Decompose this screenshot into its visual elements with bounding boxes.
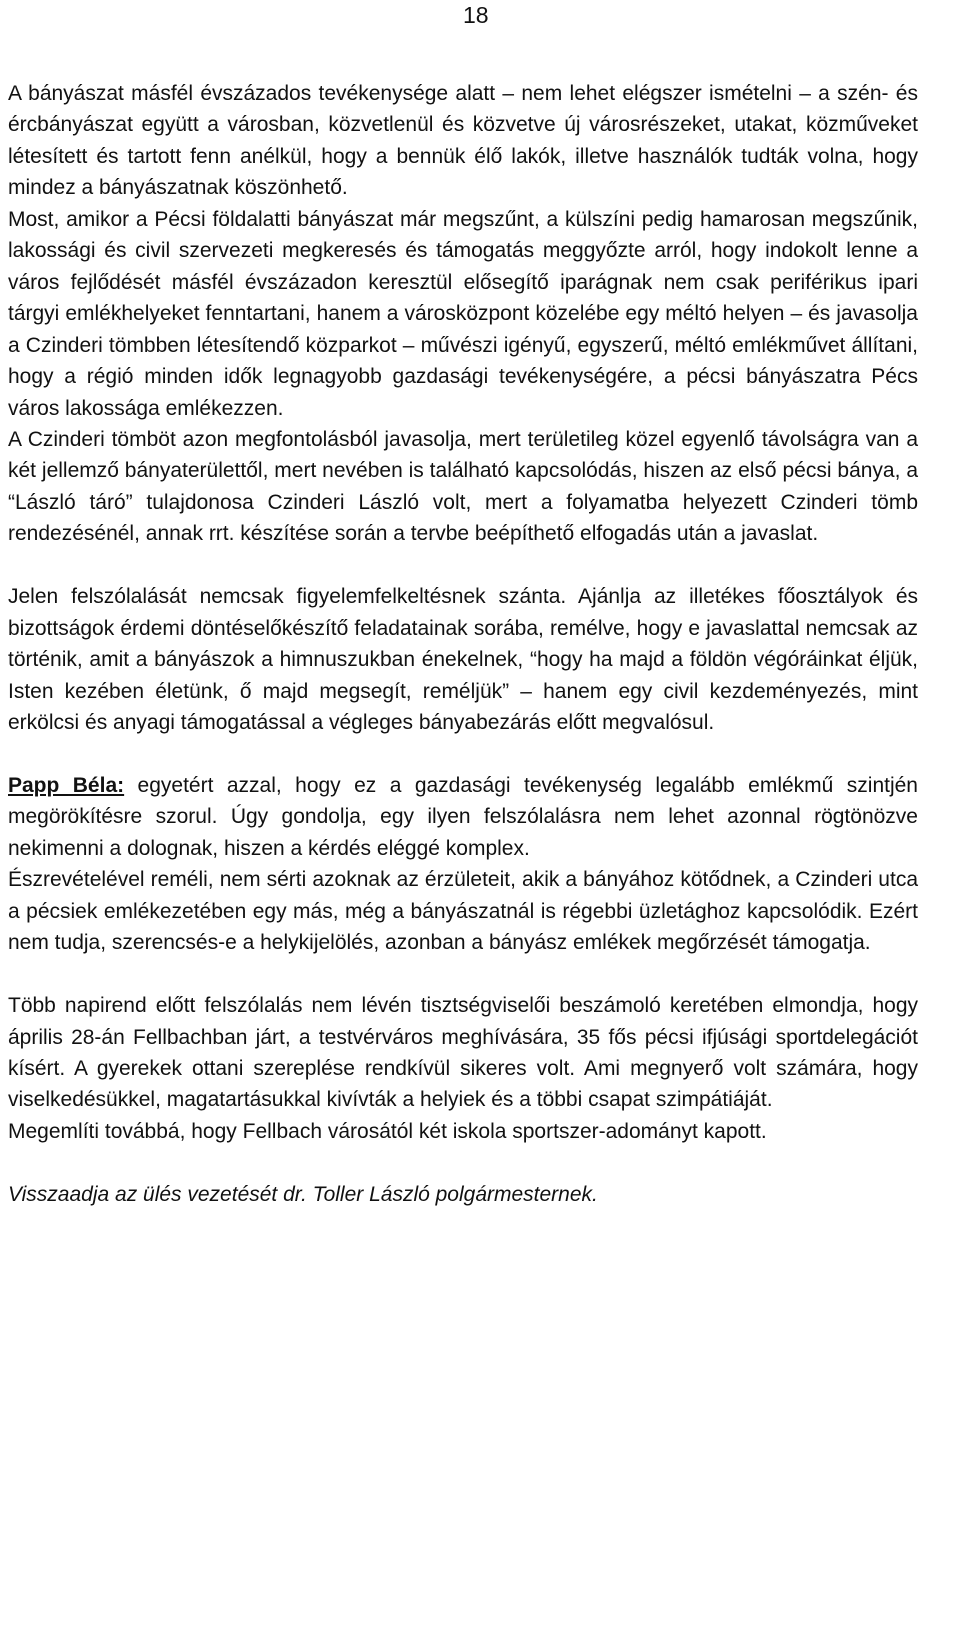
paragraph-sports-donation: Megemlíti továbbá, hogy Fellbach városától két iskola sportszer-adományt kapott. [8, 1119, 767, 1143]
paragraph-papp-bela [8, 770, 918, 864]
document-body [8, 78, 918, 1210]
paragraph-memorial-proposal: Most, amikor a Pécsi földalatti bányászat már megszűnt, a külszíni pedig hamarosan megszűnik, lakossági és civil szervezeti megkeresés és támogatás meggyőzte arról, hogy indokolt lenne a város fejlődését másfél évszázadon keresztül elősegítő iparágnak nem csak periférikus ipari tárgyi emlékhelyeket fenntartani, hanem a városközpont közelébe egy méltó helyen – és javasolja a Czinderi tömbben létesítendő közparkot – művészi igényű, egyszerű, méltó emlékművet állítani, hogy a régió minden idők legnagyobb gazdasági tevékenységére, a pécsi bányászatra Pécs város lakossága emlékezzen. [8, 207, 918, 420]
page-number: 18 [463, 2, 489, 28]
paragraph-czinderi-block: A Czinderi tömböt azon megfontolásból javasolja, mert területileg közel egyenlő távolságra van a két jellemző bányaterülettől, mert nevében is található kapcsolódás, hiszen az első pécsi bánya, a “László táró” tulajdonosa Czinderi László volt, mert a folyamatba helyezett Czinderi tömb rendezésénél, annak rrt. készítése során a tervbe beépíthető elfogadás után a javaslat. [8, 427, 918, 546]
paragraph-fellbach-report: Több napirend előtt felszólalás nem lévén tisztségviselői beszámoló keretében elmondja, hogy április 28-án Fellbachban járt, a testvérváros meghívására, 35 fős pécsi ifjúsági sportdelegációt kísért. A gyerekek ottani szereplése rendkívül sikeres volt. Ami megnyerő volt számára, hogy viselkedésükkel, magatartásukkal kivívták a helyiek és a többi csapat szimpátiáját. [8, 994, 918, 1112]
paragraph-purpose: Jelen felszólalását nemcsak figyelemfelkeltésnek szánta. Ajánlja az illetékes főosztályok és bizottságok érdemi döntéselőkészítő feladatainak sorába, remélve, hogy e javaslattal nemcsak az történik, amit a bányászok a himnuszukban énekelnek, “hogy ha majd a földön végóráinkat éljük, Isten kezében életünk, ő majd megsegít, reméljük” – hanem egy civil kezdeményezés, mint erkölcsi és anyagi támogatással a végleges bányabezárás előtt megvalósul. [8, 585, 918, 735]
paragraph-location-remark: Észrevételével reméli, nem sérti azoknak az érzületeit, akik a bányához kötődnek, a Czinderi utca a pécsiek emlékezetében egy más, még a bányászatnál is régebbi üzletághoz kapcsolódik. Ezért nem tudja, szerencsés-e a helykijelölés, azonban a bányász emlékek megőrzését támogatja. [8, 868, 918, 955]
speaker-statement: egyetért azzal, hogy ez a gazdasági tevékenység legalább emlékmű szintjén megörökítésre szorul. Úgy gondolja, egy ilyen felszólalásra nem lehet azonnal rögtönözve nekimenni a dolognak, hiszen a kérdés eléggé komplex. [8, 773, 918, 860]
speaker-name: Papp Béla: [8, 773, 125, 797]
paragraph-mining-history: A bányászat másfél évszázados tevékenysége alatt – nem lehet elégszer ismételni – a szén- és ércbányászat együtt a városban, közvetlenül és közvetve új városrészeket, utakat, közműveket létesített és tartott fenn anélkül, hogy a bennük élő lakók, illetve használók tudták volna, hogy mindez a bányászatnak köszönhető. [8, 82, 918, 200]
closing-line: Visszaadja az ülés vezetését dr. Toller László polgármesternek. [8, 1182, 598, 1206]
